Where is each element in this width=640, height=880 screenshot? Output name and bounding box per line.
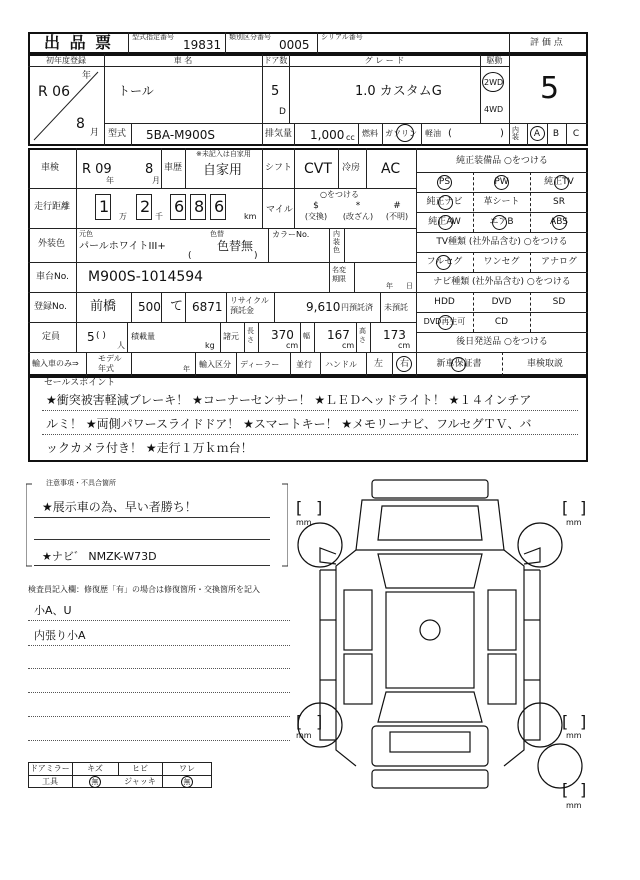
tire-spare-bracket-open: [ [562, 780, 569, 799]
tire-rl-bracket-close: ] [316, 712, 323, 731]
mileage-label: 走行距離 [34, 202, 71, 212]
first-reg-year-unit: 年 [82, 71, 92, 81]
recycle-label: リサイクル預託金 [230, 296, 269, 315]
sales-line-2: ルミ！ ★両側パワースライドドア！ ★スマートキー！ ★メモリーナビ、フルセグＴＶ、バ [46, 417, 532, 431]
sales-label: セールスポイント [44, 378, 116, 388]
navi-dvd: DVD [491, 297, 512, 307]
name-change-year: 年 [386, 282, 393, 290]
legend-crack: ヒビ [132, 764, 148, 773]
capacity-label: 定員 [42, 332, 61, 342]
first-reg-month-unit: 月 [90, 128, 100, 138]
legend-mirror: ドアミラー [30, 764, 70, 773]
color-label: 外装色 [38, 239, 66, 249]
capacity-unit: 人 [117, 341, 125, 350]
grade-value: 1.0 カスタムG [355, 84, 442, 99]
mile-unknown: (不明) [385, 212, 409, 221]
tire-fl-mm: mm [296, 518, 312, 527]
equip-abs: ABS [550, 217, 568, 227]
tire-fl-bracket-open: [ [296, 498, 303, 517]
shift-label: シフト [265, 163, 293, 173]
serial-label: シリアル番号 [321, 33, 363, 41]
length-value: 370 [271, 328, 294, 342]
tire-fr-bracket-close: ] [580, 498, 587, 517]
color-change-label: 色替 [210, 230, 224, 238]
car-damage-diagram [290, 470, 590, 810]
equip-airbag: エアB [489, 217, 514, 227]
grade-label: グ レ ー ド [364, 56, 405, 65]
model-label: 型式 [108, 129, 127, 139]
legend-tool: 工具 [42, 777, 58, 786]
import-parallel: 並行 [296, 360, 312, 369]
ac-value: AC [381, 161, 401, 177]
reg-class: 500 [138, 300, 161, 314]
page-title: 出 品 票 [44, 33, 114, 52]
mile-swap: (交換) [304, 212, 328, 221]
import-label: 輸入車のみ⇒ [32, 359, 79, 368]
doors-value: 5 [271, 84, 280, 99]
notes-label: 注意事項・不具合箇所 [46, 479, 116, 487]
tire-spare-bracket-close: ] [580, 780, 587, 799]
fuel-gasoline-circle [396, 124, 414, 142]
original-color-value: パールホワイトIII+ [79, 241, 166, 252]
legend-jack: ジャッキ [124, 777, 156, 786]
name-change-label: 名変期限 [332, 266, 346, 283]
docs-title: 後日発送品 ○をつける [456, 337, 548, 347]
mileage-digit-1: 1 [99, 197, 110, 216]
door-suffix: D [279, 107, 286, 117]
tv-oneseg: ワンセグ [483, 257, 520, 267]
interior-a: A [533, 129, 541, 139]
tire-rl-bracket-open: [ [296, 712, 303, 731]
capacity-value: 5 [87, 330, 95, 344]
tire-rr-mm: mm [566, 731, 582, 740]
height-value: 173 [383, 328, 406, 342]
doors-label: ドア数 [263, 56, 288, 65]
history-note: ※未記入は自家用 [196, 150, 251, 158]
navi-title: ナビ種類 (社外品含む) ○をつける [433, 277, 571, 287]
load-label: 積載量 [131, 332, 155, 341]
mileage-digit-5: 6 [214, 197, 225, 216]
fuel-paren-close: ) [500, 128, 504, 139]
capacity-paren: ( ) [96, 331, 106, 341]
displacement-label: 排気量 [265, 129, 293, 139]
first-reg-era: R 06 [38, 84, 70, 100]
equip-pw-circle [494, 175, 509, 190]
handle-right: 右 [400, 359, 410, 369]
navi-sd: SD [552, 297, 566, 307]
handle-right-circle [396, 356, 412, 372]
fuel-label: 燃料 [362, 129, 378, 138]
legend-jack-mark: 無 [183, 778, 191, 786]
length-label: 長さ [247, 327, 254, 344]
legend-scratch: キズ [87, 764, 103, 773]
drive-2wd: 2WD [484, 78, 504, 87]
tire-rr-bracket-open: [ [562, 712, 569, 731]
handle-left: 左 [374, 359, 384, 369]
first-reg-label: 初年度登録 [46, 56, 86, 65]
reg-kana: て [170, 299, 184, 314]
tv-analog: アナログ [540, 257, 577, 267]
legend-break: ワレ [179, 764, 195, 773]
equip-ps-circle [437, 175, 452, 190]
import-type-label: 輸入区分 [199, 360, 231, 369]
width-value: 167 [327, 328, 350, 342]
equip-aw-circle [438, 215, 453, 230]
displacement-value: 1,000 [310, 128, 345, 142]
tv-fullseg-circle [436, 255, 451, 270]
width-unit: cm [342, 341, 355, 350]
navi-dvd-play-circle [438, 315, 453, 330]
equip-tv-circle [554, 175, 569, 190]
model-cert-label: 型式指定番号 [132, 33, 174, 41]
sales-line-3: ックカメラ付き！ ★走行１万ｋｍ台！ [46, 441, 253, 455]
inspection-label: 車検 [41, 163, 60, 173]
interior-a-circle [530, 126, 545, 141]
docs-warranty: 新車保証書 [436, 359, 482, 369]
chassis-label: 車台No. [36, 272, 69, 282]
interior-label: 内装 [512, 126, 519, 141]
notes-line-3: ★ナビ゛ NMZK-W73D [42, 550, 157, 563]
navi-dvd-play: DVD再生可 [423, 317, 466, 326]
equip-leather: 革シート [483, 197, 520, 207]
inspection-era: R 09 [82, 162, 112, 177]
drive-2wd-circle [482, 72, 504, 92]
equip-ps: PS [438, 177, 451, 187]
reg-area: 前橋 [90, 299, 117, 314]
chassis-value: M900S-1014594 [88, 269, 204, 285]
tire-fr-mm: mm [566, 518, 582, 527]
car-name-value: トール [118, 84, 154, 98]
inspector-line-2: 内張り小A [34, 629, 86, 642]
ac-label: 冷房 [342, 163, 361, 173]
equipment-title: 純正装備品 ○をつける [456, 156, 548, 166]
tire-fl-bracket-close: ] [316, 498, 323, 517]
inspection-month: 8 [145, 162, 154, 177]
mile-altered: (改ざん) [342, 212, 374, 221]
tv-fullseg: フルセグ [426, 257, 463, 267]
mile-dollar: $ [313, 201, 319, 211]
height-unit: cm [398, 341, 411, 350]
mile-label: マイル [266, 205, 293, 215]
first-reg-month: 8 [76, 116, 85, 132]
drive-label: 駆動 [486, 56, 503, 65]
sales-line-1: ★衝突被害軽減ブレーキ！ ★コーナーセンサー！ ★ＬＥＤヘッドライト！ ★１４インチア [46, 393, 532, 407]
equip-pw: PW [494, 177, 509, 187]
equip-airbag-circle [492, 215, 507, 230]
mileage-unit: km [244, 212, 257, 221]
fuel-paren-open: ( [448, 128, 452, 139]
dim-label: 諸元 [223, 332, 239, 341]
drive-4wd: 4WD [484, 105, 504, 114]
mileage-sen-unit: 千 [155, 212, 163, 221]
reg-label: 登録No. [34, 302, 67, 312]
interior-b: B [552, 129, 560, 139]
navi-hdd: HDD [434, 297, 455, 307]
mileage-digit-4: 8 [194, 197, 205, 216]
interior-c: C [572, 129, 580, 139]
model-year-label: モデル年式 [98, 354, 122, 373]
model-year-unit: 年 [183, 365, 190, 373]
legend-jack-circle [181, 776, 193, 788]
load-unit: kg [205, 341, 215, 350]
equip-aw: 純正AW [428, 217, 461, 227]
handle-label: ハンドル [325, 360, 357, 369]
color-change-value: 色替無 [217, 239, 254, 253]
inspector-label: 検査員記入欄：修復歴「有」の場合は修復箇所・交換箇所を記入 [28, 585, 260, 594]
legend-tool-circle [89, 776, 101, 788]
color-paren-close: ) [254, 251, 258, 261]
mileage-digit-2: 2 [140, 197, 151, 216]
mileage-man-unit: 万 [119, 212, 127, 221]
height-label: 高さ [359, 327, 366, 344]
shift-value: CVT [304, 161, 332, 177]
score-label: 評 価 点 [530, 38, 563, 48]
width-label: 幅 [303, 332, 310, 340]
import-dealer: ディーラー [240, 360, 280, 369]
length-unit: cm [286, 341, 299, 350]
navi-cd: CD [494, 317, 509, 327]
equip-navi-circle [438, 195, 453, 210]
docs-warranty-circle [451, 357, 466, 372]
tire-rr-bracket-close: ] [580, 712, 587, 731]
equip-tv: 純正TV [544, 177, 574, 187]
tire-rl-mm: mm [296, 731, 312, 740]
mile-star: * [355, 201, 361, 211]
color-paren-open: ( [188, 251, 192, 261]
fuel-gasoline: ガソリン [385, 129, 417, 138]
class-value: 0005 [279, 38, 310, 52]
original-color-label: 元色 [79, 230, 93, 238]
recycle-not: 未預託 [384, 303, 408, 312]
model-cert-value: 19831 [183, 38, 222, 52]
inspection-year-unit: 年 [106, 176, 114, 185]
name-change-day: 日 [406, 282, 413, 290]
inspector-line-1: 小A、U [34, 604, 72, 617]
color-no-label: カラーNo. [272, 230, 310, 239]
docs-manual: 車検取説 [526, 359, 563, 369]
notes-line-1: ★展示車の為、早い者勝ち！ [42, 500, 197, 514]
class-label: 類別区分番号 [229, 33, 271, 41]
history-label: 車歴 [164, 163, 183, 173]
tv-title: TV種類 (社外品含む) ○をつける [436, 237, 568, 247]
recycle-value: 9,610 [306, 300, 341, 314]
equip-navi: 純正ナビ [426, 197, 463, 207]
mileage-digit-3: 6 [174, 197, 185, 216]
car-name-label: 車 名 [173, 56, 193, 65]
displacement-unit: cc [346, 133, 355, 142]
mile-hash: # [393, 201, 401, 211]
mile-circle-note: ○をつける [320, 190, 359, 199]
legend-tool-mark: 無 [91, 778, 99, 786]
history-value: 自家用 [203, 163, 243, 178]
equip-sr: SR [553, 197, 565, 207]
reg-number: 6871 [192, 300, 223, 314]
inspection-month-unit: 月 [152, 176, 160, 185]
tire-fr-bracket-open: [ [562, 498, 569, 517]
fuel-diesel: 軽油 [425, 129, 441, 138]
score-value: 5 [540, 71, 560, 106]
interior-color-label: 内装色 [333, 230, 340, 254]
recycle-unit: 円預託済 [341, 303, 373, 312]
model-value: 5BA-M900S [146, 128, 216, 142]
equip-abs-circle [552, 215, 567, 230]
tire-spare-mm: mm [566, 801, 582, 810]
